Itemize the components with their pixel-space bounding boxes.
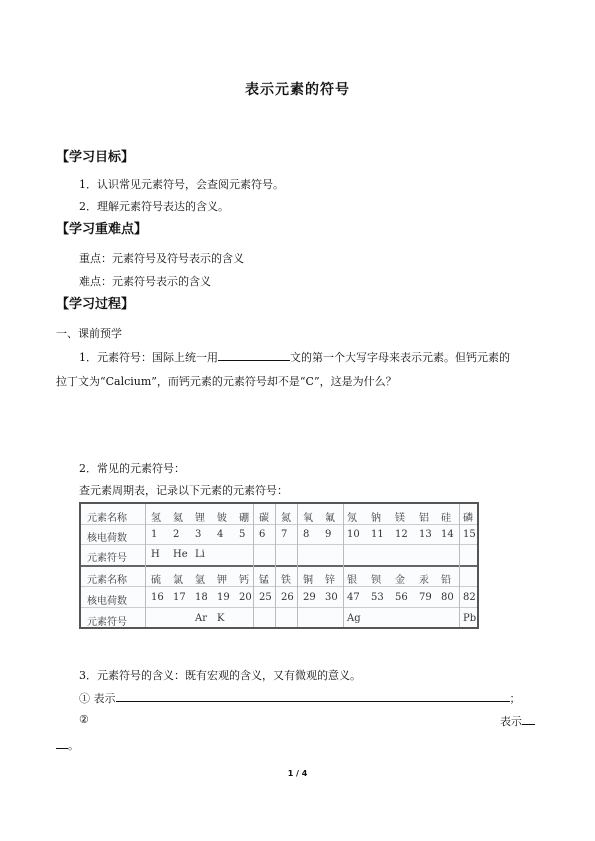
meaning-item-2 xyxy=(500,713,535,729)
row-label-number-bottom: 核电荷数 xyxy=(87,596,127,607)
table-cell-bottom-names-3: 钾 xyxy=(217,575,227,586)
table-cell-bottom-names-5: 锰 xyxy=(259,575,269,586)
key-point: 重点：元素符号及符号表示的含义 xyxy=(79,252,244,265)
table-cell-top-names-13: 硅 xyxy=(441,513,451,524)
table-cell-top-numbers-5: 6 xyxy=(259,529,266,540)
table-cell-top-numbers-2: 3 xyxy=(195,529,202,540)
question-1-part1: 1．元素符号：国际上统一用 xyxy=(79,351,218,364)
table-cell-top-symbols-0: H xyxy=(151,549,160,560)
table-cell-top-names-10: 钠 xyxy=(371,513,381,524)
section-heading-key: 【学习重难点】 xyxy=(56,222,148,237)
table-cell-top-names-2: 锂 xyxy=(195,513,205,524)
table-cell-top-symbols-2: Li xyxy=(195,549,205,560)
table-cell-top-names-1: 氦 xyxy=(173,513,183,524)
table-cell-top-numbers-8: 9 xyxy=(325,529,332,540)
table-cell-top-numbers-12: 13 xyxy=(419,529,432,540)
table-cell-top-names-12: 铝 xyxy=(419,513,429,524)
page-title: 表示元素的符号 xyxy=(245,82,350,98)
table-cell-top-names-14: 磷 xyxy=(463,513,473,524)
fill-blank-item-1[interactable] xyxy=(116,690,510,702)
table-cell-bottom-names-12: 汞 xyxy=(419,575,429,586)
table-cell-top-names-7: 氧 xyxy=(303,513,313,524)
table-cell-top-numbers-14: 15 xyxy=(463,529,476,540)
page-number: 1 / 4 xyxy=(287,769,308,778)
table-cell-bottom-numbers-1: 17 xyxy=(173,592,186,603)
table-cell-bottom-names-4: 钙 xyxy=(239,575,249,586)
table-cell-bottom-numbers-12: 79 xyxy=(419,592,432,603)
table-cell-bottom-names-0: 硫 xyxy=(151,575,161,586)
table-cell-top-names-9: 氖 xyxy=(347,513,357,524)
table-cell-bottom-names-8: 锌 xyxy=(325,575,335,586)
table-cell-top-names-6: 氮 xyxy=(281,513,291,524)
table-cell-bottom-names-1: 氯 xyxy=(173,575,183,586)
question-2-instruction: 查元素周期表，记录以下元素的元素符号： xyxy=(79,484,288,497)
table-cell-top-numbers-7: 8 xyxy=(303,529,310,540)
question-1 xyxy=(79,349,510,365)
preview-heading: 一、课前预学 xyxy=(56,327,122,340)
table-cell-bottom-symbols-3: K xyxy=(217,613,225,624)
table-cell-top-numbers-0: 1 xyxy=(151,529,158,540)
fill-blank-item-2b[interactable] xyxy=(56,737,68,749)
section-heading-process: 【学习过程】 xyxy=(56,297,135,312)
row-label-symbol-bottom: 元素符号 xyxy=(87,617,127,628)
table-cell-bottom-names-6: 铁 xyxy=(281,575,291,586)
item-1-marker: ① xyxy=(79,692,90,705)
fill-blank-item-2a[interactable] xyxy=(522,713,535,725)
table-cell-bottom-names-11: 金 xyxy=(395,575,405,586)
row-label-number-top: 核电荷数 xyxy=(87,533,127,544)
table-cell-top-names-11: 镁 xyxy=(395,513,405,524)
table-cell-bottom-names-9: 银 xyxy=(347,575,357,586)
table-cell-bottom-numbers-11: 56 xyxy=(395,592,408,603)
table-cell-bottom-symbols-14: Pb xyxy=(463,613,477,624)
table-cell-top-numbers-10: 11 xyxy=(371,529,384,540)
table-cell-top-names-8: 氟 xyxy=(325,513,335,524)
table-cell-top-numbers-1: 2 xyxy=(173,529,180,540)
table-cell-bottom-numbers-0: 16 xyxy=(151,592,164,603)
table-cell-bottom-numbers-10: 53 xyxy=(371,592,384,603)
table-cell-bottom-numbers-14: 82 xyxy=(463,592,476,603)
table-cell-top-numbers-11: 12 xyxy=(395,529,408,540)
item-2-label: 表示 xyxy=(500,715,522,728)
row-label-name-top: 元素名称 xyxy=(87,513,127,524)
table-cell-top-numbers-6: 7 xyxy=(281,529,288,540)
table-cell-bottom-numbers-13: 80 xyxy=(441,592,454,603)
element-table xyxy=(79,502,479,629)
table-cell-bottom-numbers-9: 47 xyxy=(347,592,360,603)
meaning-item-1 xyxy=(79,690,527,706)
table-cell-top-numbers-3: 4 xyxy=(217,529,224,540)
table-cell-bottom-numbers-4: 20 xyxy=(239,592,252,603)
table-cell-bottom-numbers-2: 18 xyxy=(195,592,208,603)
row-label-symbol-top: 元素符号 xyxy=(87,553,127,564)
table-cell-top-symbols-1: He xyxy=(173,549,188,560)
table-cell-top-names-0: 氢 xyxy=(151,513,161,524)
table-cell-bottom-names-10: 钡 xyxy=(371,575,381,586)
table-cell-top-names-3: 铍 xyxy=(217,513,227,524)
table-cell-bottom-numbers-8: 30 xyxy=(325,592,338,603)
question-1-part2: 文的第一个大写字母来表示元素。但钙元素的 xyxy=(290,351,510,364)
table-cell-bottom-names-13: 铅 xyxy=(441,575,451,586)
table-cell-bottom-numbers-7: 29 xyxy=(303,592,316,603)
item-2-marker: ② xyxy=(79,713,89,726)
question-2: 2．常见的元素符号： xyxy=(79,462,185,475)
table-cell-bottom-numbers-5: 25 xyxy=(259,592,272,603)
table-cell-bottom-names-2: 氩 xyxy=(195,575,205,586)
table-cell-bottom-symbols-2: Ar xyxy=(195,613,208,624)
table-cell-top-numbers-4: 5 xyxy=(239,529,246,540)
item-1-label: 表示 xyxy=(93,692,116,705)
question-1-line2: 拉丁文为“Calcium”，而钙元素的元素符号却不是“C”，这是为什么？ xyxy=(56,375,397,388)
question-3: 3．元素符号的含义：既有宏观的含义，又有微观的意义。 xyxy=(79,669,361,682)
item-2-end: 。 xyxy=(68,739,79,752)
difficult-point: 难点：元素符号表示的含义 xyxy=(79,275,211,288)
table-cell-bottom-names-7: 铜 xyxy=(303,575,313,586)
table-cell-bottom-numbers-6: 26 xyxy=(281,592,294,603)
item-1-end: ； xyxy=(509,692,521,705)
table-cell-top-names-5: 碳 xyxy=(259,513,269,524)
goal-1: 1．认识常见元素符号，会查阅元素符号。 xyxy=(79,178,284,191)
table-cell-top-numbers-9: 10 xyxy=(347,529,360,540)
table-cell-top-names-4: 硼 xyxy=(239,513,249,524)
goal-2: 2．理解元素符号表达的含义。 xyxy=(79,200,229,213)
table-cell-top-numbers-13: 14 xyxy=(441,529,454,540)
table-cell-bottom-numbers-3: 19 xyxy=(217,592,230,603)
table-cell-bottom-symbols-9: Ag xyxy=(347,613,361,624)
meaning-item-2-cont xyxy=(56,737,79,753)
row-label-name-bottom: 元素名称 xyxy=(87,575,127,586)
section-heading-goals: 【学习目标】 xyxy=(56,150,135,165)
fill-blank-1[interactable] xyxy=(218,349,290,361)
